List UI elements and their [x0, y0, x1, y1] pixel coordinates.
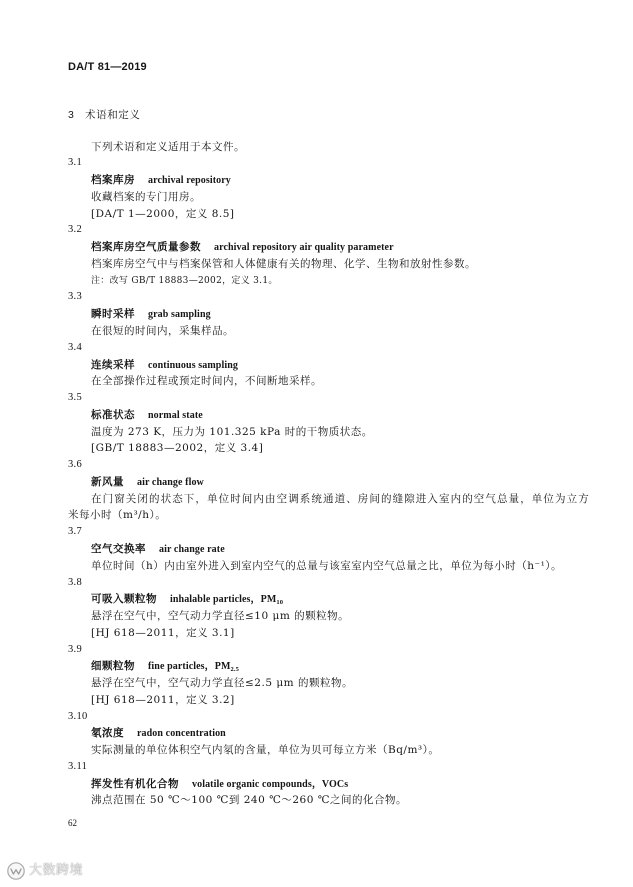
section-heading	[68, 107, 141, 124]
term-number: 3.6	[68, 459, 83, 471]
definition-line: 米每小时（m³/h）。	[68, 509, 167, 522]
term-english: normal state	[148, 409, 203, 421]
terms-body	[68, 139, 588, 810]
term-line	[68, 239, 588, 256]
term-number: 3.3	[68, 291, 83, 303]
term-chinese: 氡浓度	[91, 727, 124, 740]
term-line	[68, 172, 588, 189]
term-english: volatile organic compounds，VOCs	[192, 778, 349, 790]
intro-paragraph: 下列术语和定义适用于本文件。	[91, 140, 245, 153]
term-english-subscript: 2.5	[230, 666, 239, 674]
term-entry	[68, 709, 588, 759]
term-english: radon concentration	[137, 728, 226, 740]
definition-line: 温度为 273 K，压力为 101.325 kPa 时的干物质状态。	[91, 425, 373, 438]
term-line	[68, 474, 588, 491]
definition-line: 在门窗关闭的状态下，单位时间内由空调系统通道、房间的缝隙进入室内的空气总量，单位为立方	[91, 492, 590, 505]
term-english	[170, 594, 283, 605]
term-chinese: 瞬时采样	[91, 308, 135, 321]
term-english: archival repository air quality parameter	[214, 242, 394, 254]
term-number: 3.4	[68, 341, 83, 353]
term-line	[68, 776, 588, 793]
term-line	[68, 541, 588, 558]
definition-line: 收藏档案的专门用房。	[91, 190, 201, 203]
term-number: 3.9	[68, 643, 83, 655]
term-entry	[68, 222, 588, 289]
definition-line: 档案库房空气中与档案保管和人体健康有关的物理、化学、生物和放射性参数。	[91, 257, 476, 270]
watermark-text: 大数跨境	[29, 863, 84, 878]
term-entry	[68, 340, 588, 390]
definition-line: 实际测量的单位体积空气内氡的含量，单位为贝可每立方米（Bq/m³）。	[91, 744, 440, 757]
section-number: 3	[68, 108, 74, 121]
term-entry	[68, 575, 588, 642]
term-english-text: fine particles，PM	[148, 661, 231, 673]
term-chinese: 空气交换率	[91, 542, 146, 555]
term-entry	[68, 759, 588, 809]
term-number: 3.2	[68, 224, 83, 236]
section-title: 术语和定义	[85, 108, 141, 121]
watermark-logo-icon	[6, 861, 26, 881]
term-line	[68, 306, 588, 323]
watermark	[6, 861, 83, 881]
term-note: 注：改写 GB/T 18883—2002，定义 3.1。	[91, 275, 278, 286]
term-chinese: 可吸入颗粒物	[91, 593, 157, 606]
term-entry	[68, 155, 588, 222]
source-reference: [HJ 618—2011，定义 3.2]	[91, 693, 235, 706]
term-english-text: inhalable particles，PM	[170, 594, 277, 606]
page-number: 62	[68, 818, 77, 828]
term-line	[68, 407, 588, 424]
term-english: grab sampling	[148, 309, 211, 321]
term-chinese: 档案库房空气质量参数	[91, 241, 201, 254]
term-number: 3.8	[68, 576, 83, 588]
term-entry	[68, 457, 588, 524]
term-chinese: 档案库房	[91, 174, 135, 187]
term-english: continuous sampling	[148, 359, 238, 371]
term-number: 3.1	[68, 157, 83, 169]
definition-line: 悬浮在空气中，空气动力学直径≤10 μm 的颗粒物。	[91, 610, 350, 623]
term-number: 3.11	[68, 760, 88, 772]
definition-line: 在很短的时间内，采集样品。	[91, 325, 234, 338]
definition-line: 在全部操作过程或预定时间内，不间断地采样。	[91, 375, 322, 388]
definition-line: 单位时间（h）内由室外进入到室内空气的总量与该室室内空气总量之比，单位为每小时（h⁻¹）。	[91, 559, 563, 572]
term-number: 3.7	[68, 526, 83, 538]
term-chinese: 新风量	[91, 475, 124, 488]
term-chinese: 连续采样	[91, 358, 135, 371]
term-number: 3.10	[68, 710, 88, 722]
standard-code: DA/T 81—2019	[68, 61, 147, 73]
term-english	[148, 661, 239, 672]
source-reference: [GB/T 18883—2002，定义 3.4]	[91, 442, 264, 455]
term-chinese: 标准状态	[91, 408, 135, 421]
term-entry	[68, 524, 588, 574]
term-english-subscript: 10	[276, 599, 284, 607]
term-entry	[68, 642, 588, 709]
term-english: air change rate	[159, 543, 225, 555]
source-reference: [HJ 618—2011，定义 3.1]	[91, 626, 235, 639]
definition-line: 悬浮在空气中，空气动力学直径≤2.5 μm 的颗粒物。	[91, 677, 353, 690]
term-english: archival repository	[148, 175, 231, 187]
definition-line: 沸点范围在 50 ℃～100 ℃到 240 ℃～260 ℃之间的化合物。	[91, 794, 407, 807]
term-line	[68, 658, 588, 675]
term-entry	[68, 289, 588, 339]
term-line	[68, 725, 588, 742]
term-entry	[68, 390, 588, 457]
term-number: 3.5	[68, 392, 83, 404]
source-reference: [DA/T 1—2000，定义 8.5]	[91, 207, 235, 220]
term-line	[68, 357, 588, 374]
term-chinese: 挥发性有机化合物	[91, 777, 179, 790]
term-english: air change flow	[137, 476, 204, 488]
term-line	[68, 591, 588, 608]
term-chinese: 细颗粒物	[91, 660, 135, 673]
